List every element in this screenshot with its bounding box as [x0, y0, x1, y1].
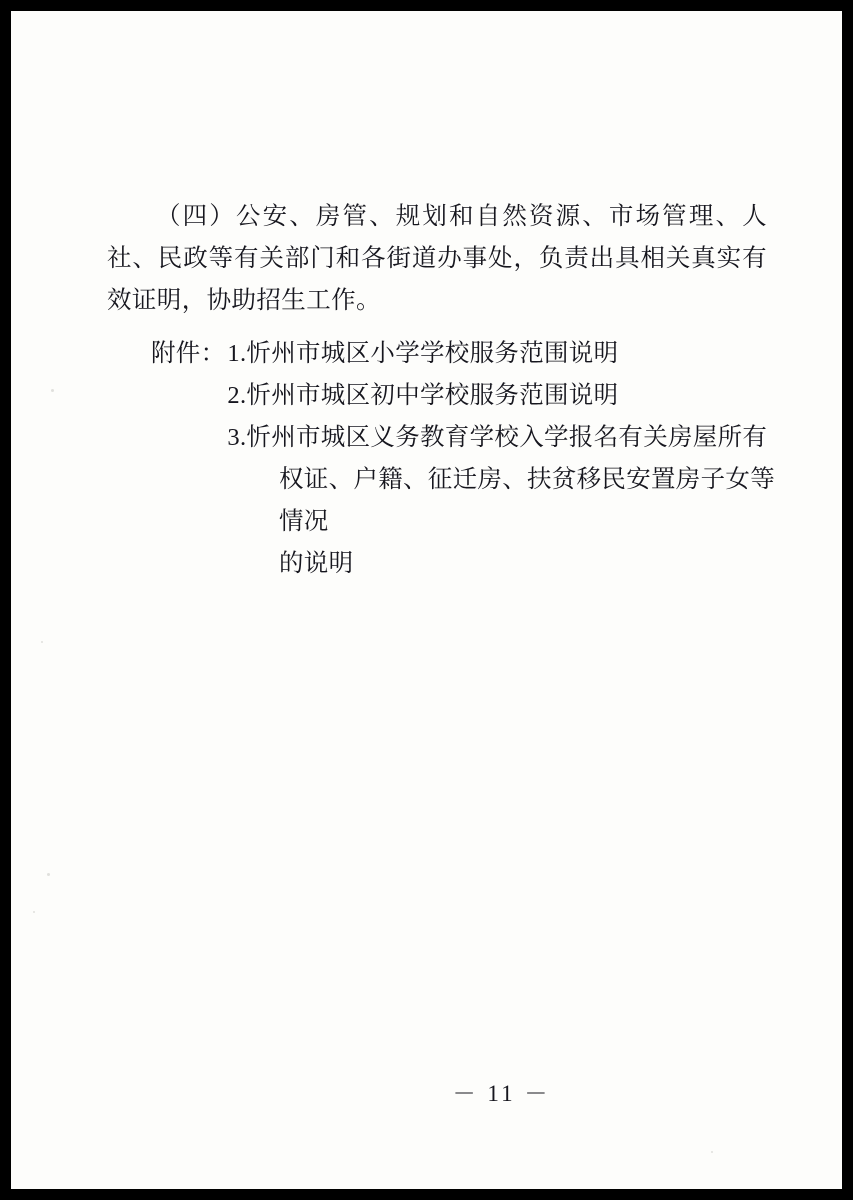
paper-speck — [33, 911, 35, 913]
document-page — [11, 11, 842, 1189]
paragraph-section-four: （四）公安、房管、规划和自然资源、市场管理、人社、民政等有关部门和各街道办事处，负责出具相关真实有效证明，协助招生工作。 — [107, 202, 767, 314]
attachment-continuation-line: 的说明 — [279, 550, 354, 577]
attachment-number: 3. — [227, 424, 247, 451]
attachment-number: 2. — [227, 382, 247, 409]
attachment-item — [151, 417, 791, 459]
attachment-text: 忻州市城区初中学校服务范围说明 — [246, 382, 619, 409]
attachment-item — [151, 333, 791, 375]
attachment-label: 附件： — [151, 340, 226, 367]
attachment-text: 忻州市城区小学学校服务范围说明 — [246, 340, 619, 367]
attachment-list — [151, 333, 791, 585]
paper-speck — [711, 1151, 713, 1153]
paper-speck — [47, 873, 50, 876]
paper-speck — [41, 641, 43, 643]
page-number: － 11 － — [452, 1081, 551, 1106]
attachment-text: 忻州市城区义务教育学校入学报名有关房屋所有 — [246, 424, 768, 451]
paper-speck — [51, 389, 54, 392]
attachment-item — [151, 375, 791, 417]
attachment-number: 1. — [227, 340, 247, 367]
attachment-continuation-line: 权证、户籍、征迁房、扶贫移民安置房子女等情况 — [279, 466, 775, 535]
